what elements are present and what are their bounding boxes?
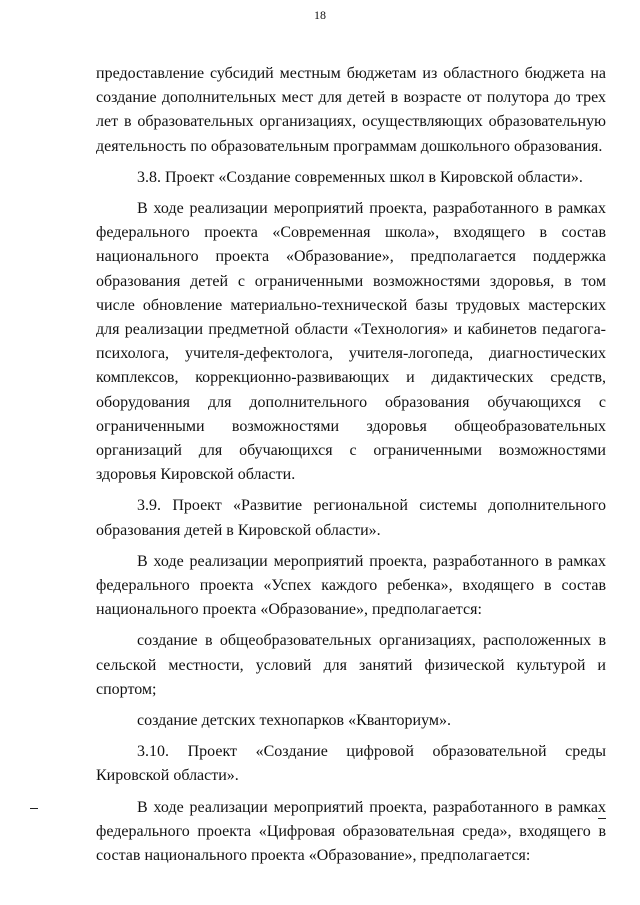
margin-mark-left <box>30 808 38 809</box>
list-item-kvantorium: создание детских технопарков «Кванториум». <box>137 712 452 730</box>
document-body <box>96 62 606 868</box>
heading-project-3-9: 3.9. Проект «Развитие региональной системы дополнительного образования детей в Кировской области». <box>96 497 606 539</box>
margin-mark-right <box>598 818 606 819</box>
paragraph-modern-school: В ходе реализации мероприятий проекта, разработанного в рамках федерального проекта «Современная школа», входящего в состав национального проекта «Образование», предполагается поддержка образования детей с ограниченными возможностями здоровья, в том числе обновление материально-технической базы трудовых мастерских для реализации предметной области «Технология» и кабинетов педагога-психолога, учителя-дефектолога, учителя-логопеда, диагностических комплексов, коррекционно-развивающих и дидактических средств, оборудования для дополнительного образования обучающихся с ограниченными возможностями здоровья общеобразовательных организаций для обучающихся с ограниченными возможностями здоровья Кировской области. <box>96 200 606 484</box>
list-item-rural-sports: создание в общеобразовательных организациях, расположенных в сельской местности, условий для занятий физической культурой и спортом; <box>96 632 606 698</box>
heading-project-3-10: 3.10. Проект «Создание цифровой образовательной среды Кировской области». <box>96 743 606 785</box>
paragraph-digital-environment: В ходе реализации мероприятий проекта, разработанного в рамках федерального проекта «Цифровая образовательная среда», входящего в состав национального проекта «Образование», предполагается: <box>96 798 606 865</box>
paragraph-success-every-child: В ходе реализации мероприятий проекта, разработанного в рамках федерального проекта «Успех каждого ребенка», входящего в состав национального проекта «Образование», предполагается: <box>96 552 606 619</box>
heading-project-3-8: 3.8. Проект «Создание современных школ в Кировской области». <box>137 168 583 186</box>
page-number: 18 <box>314 8 326 22</box>
paragraph-subsidies: предоставление субсидий местным бюджетам из областного бюджета на создание дополнительных мест для детей в возрасте от полутора до трех лет в образовательных организациях, осуществляющих образовательную деятельность по образовательным программам дошкольного образования. <box>96 65 606 155</box>
